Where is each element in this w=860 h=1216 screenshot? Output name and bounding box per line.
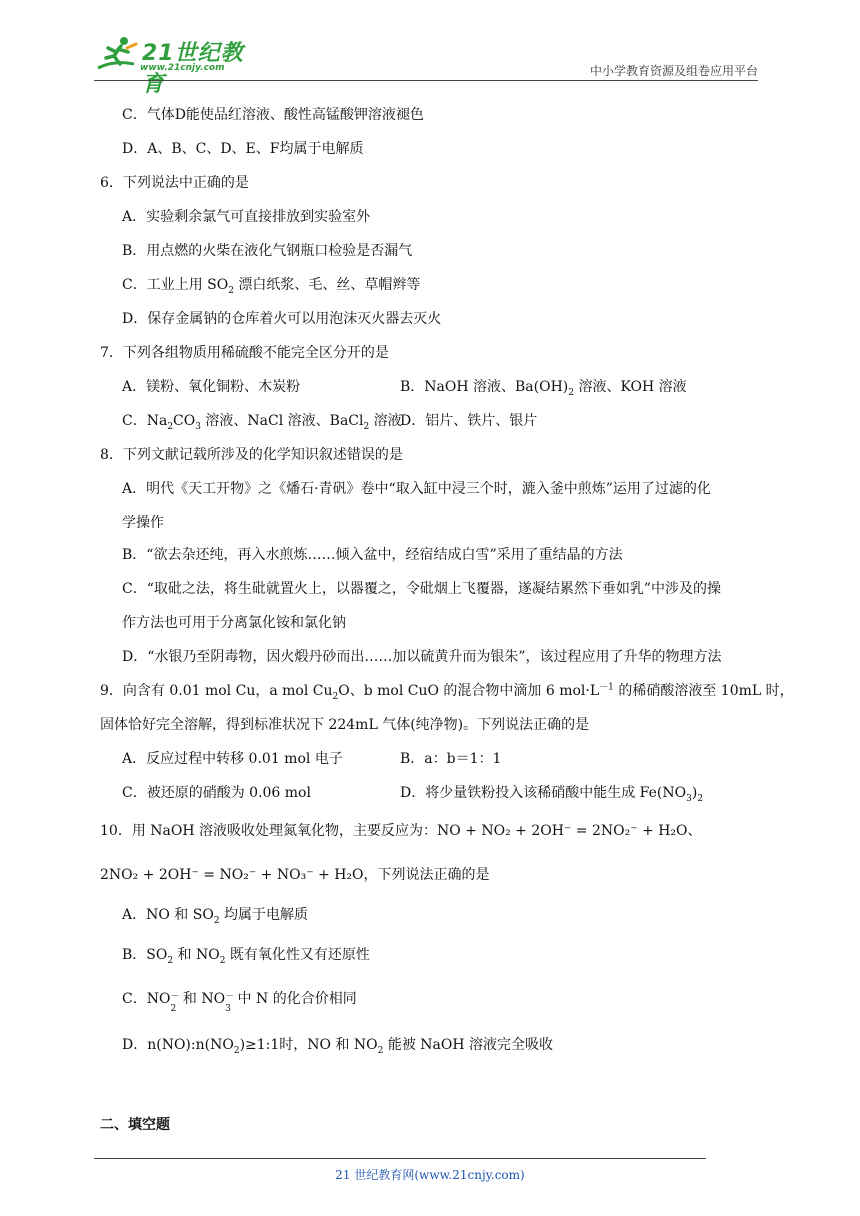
q8-stem: 8．下列文献记载所涉及的化学知识叙述错误的是 <box>100 447 403 463</box>
q8-option-a-line1: A．明代《天工开物》之《燔石·青矾》卷中“取入缸中浸三个时，漉入釜中煎炼”运用了过滤的化 <box>122 481 711 497</box>
q7-option-b: B．NaOH 溶液、$Ba(OH)_2$ 溶液、KOH 溶液 <box>400 379 687 398</box>
header-divider <box>94 80 758 81</box>
page-footer: 21 世纪教育网(www.21cnjy.com) <box>335 1168 525 1182</box>
q6-option-a: A．实验剩余氯气可直接排放到实验室外 <box>122 209 371 225</box>
q10-stem-line2: 2NO₂ + 2OH⁻ = NO₂⁻ + NO₃⁻ + H₂O，下列说法正确的是 <box>100 867 490 883</box>
logo <box>94 34 264 97</box>
platform-name: 中小学教育资源及组卷应用平台 <box>589 64 758 78</box>
q9-stem-line2: 固体恰好完全溶解，得到标准状况下 224mL 气体(纯净物)。下列说法正确的是 <box>100 717 590 733</box>
q9-option-a: A．反应过程中转移 0.01 mol 电子 <box>122 751 343 767</box>
q9-option-d: D．将少量铁粉投入该稀硝酸中能生成 $Fe(NO_3)_2$ <box>400 785 704 804</box>
q5-option-c: C．气体D能使品红溶液、酸性高锰酸钾溶液褪色 <box>122 107 424 123</box>
logo-url: www.21cnjy.com <box>140 63 225 73</box>
q7-stem: 7．下列各组物质用稀硫酸不能完全区分开的是 <box>100 345 389 361</box>
q9-option-c: C．被还原的硝酸为 0.06 mol <box>122 785 311 801</box>
section-fill-in-blank-title: 二、填空题 <box>100 1117 170 1133</box>
q8-option-d: D．“水银乃至阴毒物，因火煅丹砂而出……加以硫黄升而为银朱”，该过程应用了升华的物理方法 <box>122 649 722 665</box>
logo-text: 21世纪教育 <box>142 41 244 97</box>
q9-option-b: B．a：b＝1：1 <box>400 751 502 767</box>
q8-option-c-line1: C．“取砒之法，将生砒就置火上，以器覆之，令砒烟上飞覆器，遂凝结累然下垂如乳”中涉及的操 <box>122 581 722 597</box>
q5-option-d: D．A、B、C、D、E、F均属于电解质 <box>122 141 364 157</box>
q6-option-d: D．保存金属钠的仓库着火可以用泡沫灭火器去灭火 <box>122 311 442 327</box>
q7-option-c: C．$Na_2CO_3$ 溶液、NaCl 溶液、BaCl$_2$ 溶液 <box>122 413 402 432</box>
footer-divider <box>94 1158 706 1159</box>
q10-option-c: C．NO － 2 和 NO － 3 中 N 的化合价相同 <box>122 991 357 1014</box>
q8-option-a-line2: 学操作 <box>122 515 164 531</box>
q6-option-b: B．用点燃的火柴在液化气钢瓶口检验是否漏气 <box>122 243 413 259</box>
q10-equation-1: NO + NO₂ + 2OH⁻ = 2NO₂⁻ + H₂O、 <box>437 823 702 839</box>
page-header <box>94 30 758 97</box>
q10-stem-line1: 10．用 NaOH 溶液吸收处理氮氧化物，主要反应为：NO + NO₂ + 2OH⁻ = 2NO₂⁻ + H₂O、 <box>100 823 702 839</box>
q10-equation-2: 2NO₂ + 2OH⁻ = NO₂⁻ + NO₃⁻ + H₂O <box>100 867 364 883</box>
q9-stem-line1: 9．向含有 0.01 mol Cu，a mol $Cu_2O$、b mol CuO 的混合物中滴加 6 $mol\cdot L^{-1}$ 的稀硝酸溶液至 10mL 时， <box>100 682 794 702</box>
q7-option-a: A．镁粉、氧化铜粉、木炭粉 <box>122 379 301 395</box>
q10-option-a: A．NO 和 $SO_2$ 均属于电解质 <box>122 907 308 926</box>
q10-option-b: B．$SO_2$ 和 $NO_2$ 既有氧化性又有还原性 <box>122 947 370 966</box>
runner-logo-icon <box>94 34 140 76</box>
q8-option-c-line2: 作方法也可用于分离氯化铵和氯化钠 <box>122 615 346 631</box>
q8-option-b: B．“欲去杂还纯，再入水煎炼……倾入盆中，经宿结成白雪”采用了重结晶的方法 <box>122 547 623 563</box>
q7-option-d: D．铝片、铁片、银片 <box>400 413 538 429</box>
q6-stem: 6．下列说法中正确的是 <box>100 175 249 191</box>
q6-option-c: C．工业上用 $SO_2$ 漂白纸浆、毛、丝、草帽辫等 <box>122 277 421 296</box>
q10-option-d: D．$n(NO):n(NO_2)\ge 1:1$时，NO 和 $NO_2$ 能被 NaOH 溶液完全吸收 <box>122 1037 554 1056</box>
